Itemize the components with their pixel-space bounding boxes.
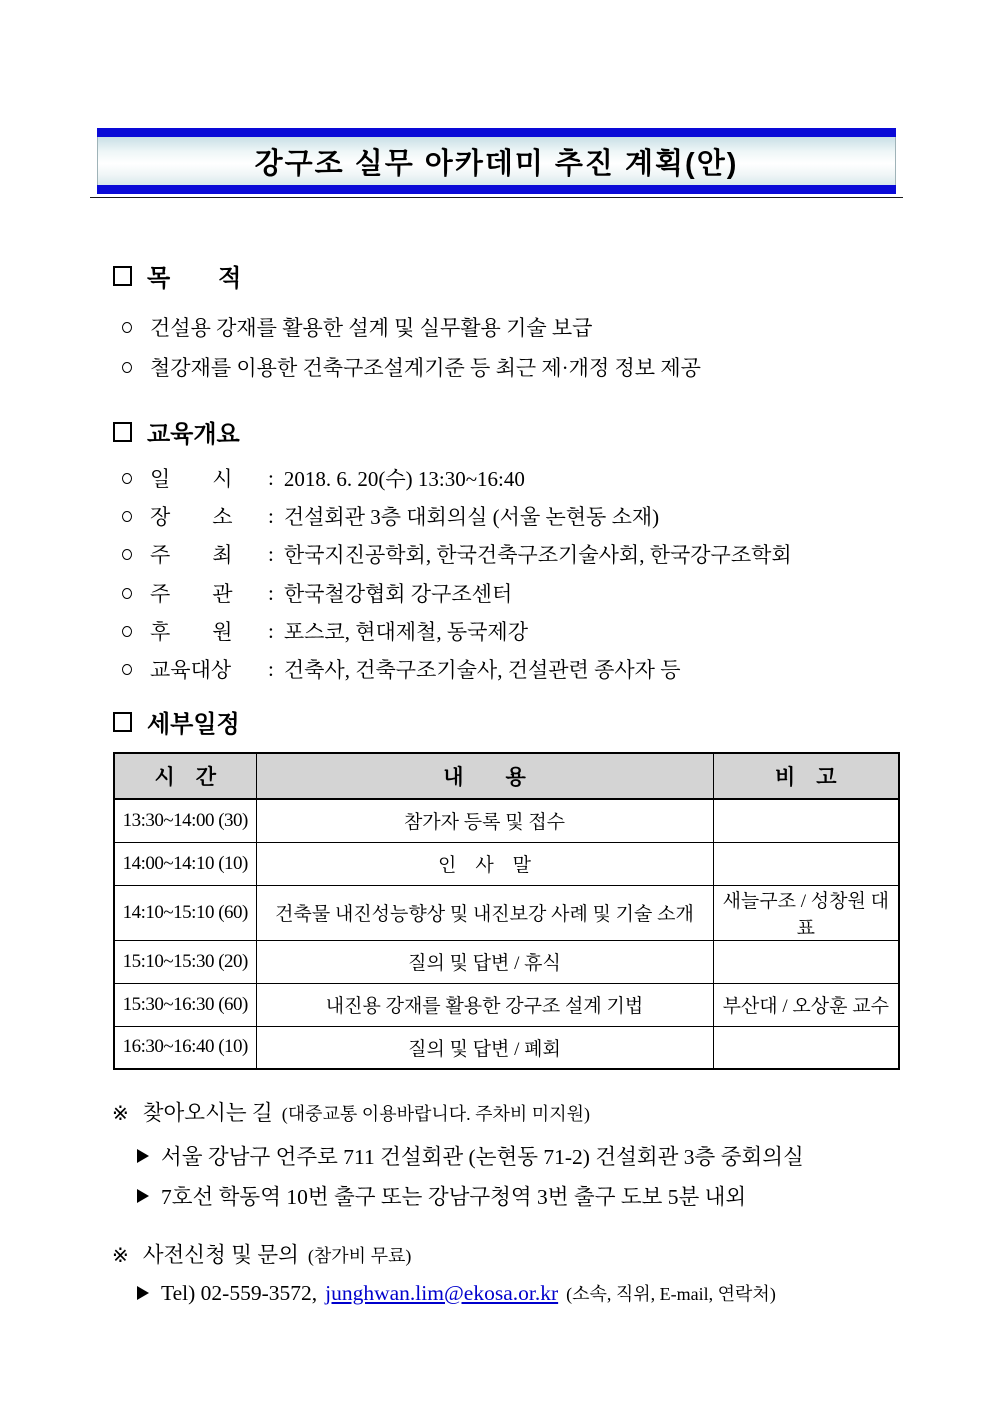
purpose-item (122, 352, 701, 382)
overview-separator: : (268, 656, 274, 681)
circle-bullet-icon (122, 588, 132, 599)
schedule-remark (713, 1026, 899, 1069)
schedule-table (113, 752, 900, 1070)
schedule-remark (713, 799, 899, 842)
title-banner (97, 128, 896, 194)
triangle-bullet-icon (137, 1286, 149, 1300)
column-header-remark: 비 고 (713, 753, 899, 799)
table-row (114, 842, 899, 885)
column-header-time: 시 간 (114, 753, 256, 799)
directions-item-text: 서울 강남구 언주로 711 건설회관 (논현동 71-2) 건설회관 3층 중회의실 (161, 1145, 804, 1169)
overview-row (122, 539, 792, 569)
section-heading-schedule (113, 704, 240, 739)
overview-row (122, 616, 528, 646)
banner-underline (90, 197, 903, 198)
table-row (114, 940, 899, 983)
purpose-heading-label: 목 적 (147, 265, 242, 292)
circle-bullet-icon (122, 362, 132, 373)
checkbox-icon (113, 266, 132, 286)
reference-mark-icon: ※ (112, 1103, 129, 1125)
circle-bullet-icon (122, 664, 132, 675)
banner-top-bar (97, 128, 896, 137)
banner-bottom-bar (97, 185, 896, 194)
circle-bullet-icon (122, 473, 132, 484)
schedule-header-row (114, 753, 899, 799)
overview-label: 후 원 (150, 620, 233, 644)
schedule-time: 14:00~14:10 (10) (114, 842, 256, 885)
overview-label: 주 최 (150, 543, 233, 567)
table-row (114, 983, 899, 1026)
overview-separator: : (268, 541, 274, 566)
registration-title: 사전신청 및 문의 (142, 1243, 299, 1267)
schedule-time: 15:30~16:30 (60) (114, 983, 256, 1026)
reference-mark-icon: ※ (112, 1245, 129, 1267)
triangle-bullet-icon (137, 1189, 149, 1203)
banner-body (97, 137, 896, 185)
overview-row (122, 654, 681, 684)
section-heading-overview (113, 414, 240, 449)
checkbox-icon (113, 422, 132, 442)
circle-bullet-icon (122, 511, 132, 522)
schedule-remark (713, 940, 899, 983)
section-heading-purpose (113, 258, 241, 293)
overview-heading-label: 교육개요 (147, 421, 240, 448)
overview-label: 일 시 (150, 467, 233, 491)
overview-value: 포스코, 현대제철, 동국제강 (283, 620, 528, 644)
circle-bullet-icon (122, 322, 132, 333)
overview-value: 2018. 6. 20(수) 13:30~16:40 (283, 467, 525, 491)
telephone-number: Tel) 02-559-3572, (161, 1280, 318, 1305)
overview-separator: : (268, 465, 274, 490)
overview-value: 건설회관 3층 대회의실 (서울 논현동 소재) (283, 505, 660, 529)
overview-separator: : (268, 618, 274, 643)
table-row (114, 885, 899, 940)
schedule-time: 16:30~16:40 (10) (114, 1026, 256, 1069)
email-link[interactable]: junghwan.lim@ekosa.or.kr (325, 1280, 559, 1305)
schedule-content: 질의 및 답변 / 휴식 (256, 940, 713, 983)
overview-row (122, 501, 659, 531)
overview-label: 교육대상 (150, 658, 232, 682)
circle-bullet-icon (122, 626, 132, 637)
schedule-time: 14:10~15:10 (60) (114, 885, 256, 940)
checkbox-icon (113, 712, 132, 732)
overview-value: 한국철강협회 강구조센터 (283, 582, 513, 606)
directions-item (137, 1180, 746, 1211)
table-row (114, 799, 899, 842)
schedule-time: 15:10~15:30 (20) (114, 940, 256, 983)
schedule-content: 질의 및 답변 / 폐회 (256, 1026, 713, 1069)
overview-row (122, 463, 525, 493)
overview-label: 장 소 (150, 505, 233, 529)
directions-item-text: 7호선 학동역 10번 출구 또는 강남구청역 3번 출구 도보 5분 내외 (161, 1185, 747, 1209)
column-header-content: 내 용 (256, 753, 713, 799)
schedule-content: 참가자 등록 및 접수 (256, 799, 713, 842)
purpose-item-text: 철강재를 이용한 건축구조설계기준 등 최근 제·개정 정보 제공 (150, 356, 701, 380)
overview-separator: : (268, 580, 274, 605)
schedule-content: 인 사 말 (256, 842, 713, 885)
directions-item (137, 1140, 804, 1171)
overview-value: 건축사, 건축구조기술사, 건설관련 종사자 등 (283, 658, 681, 682)
overview-value: 한국지진공학회, 한국건축구조기술사회, 한국강구조학회 (283, 543, 792, 567)
directions-title: 찾아오시는 길 (142, 1101, 273, 1125)
directions-note: (대중교통 이용바랍니다. 주차비 미지원) (281, 1104, 590, 1124)
purpose-item-text: 건설용 강재를 활용한 설계 및 실무활용 기술 보급 (150, 316, 593, 340)
schedule-heading-label: 세부일정 (147, 711, 240, 738)
triangle-bullet-icon (137, 1149, 149, 1163)
overview-row (122, 578, 512, 608)
purpose-item (122, 312, 592, 342)
schedule-remark: 부산대 / 오상훈 교수 (713, 983, 899, 1026)
overview-label: 주 관 (150, 582, 233, 606)
registration-heading (112, 1238, 411, 1269)
registration-note: (참가비 무료) (307, 1246, 412, 1266)
schedule-content: 내진용 강재를 활용한 강구조 설계 기법 (256, 983, 713, 1026)
schedule-remark: 새늘구조 / 성창원 대표 (713, 885, 899, 940)
table-row (114, 1026, 899, 1069)
directions-heading (112, 1096, 590, 1127)
schedule-remark (713, 842, 899, 885)
page-title: 강구조 실무 아카데미 추진 계획(안) (254, 147, 739, 180)
registration-contact-row (137, 1280, 776, 1306)
overview-separator: : (268, 503, 274, 528)
schedule-content: 건축물 내진성능향상 및 내진보강 사례 및 기술 소개 (256, 885, 713, 940)
circle-bullet-icon (122, 549, 132, 560)
schedule-time: 13:30~14:00 (30) (114, 799, 256, 842)
contact-fields-hint: (소속, 직위, E-mail, 연락처) (566, 1284, 776, 1304)
